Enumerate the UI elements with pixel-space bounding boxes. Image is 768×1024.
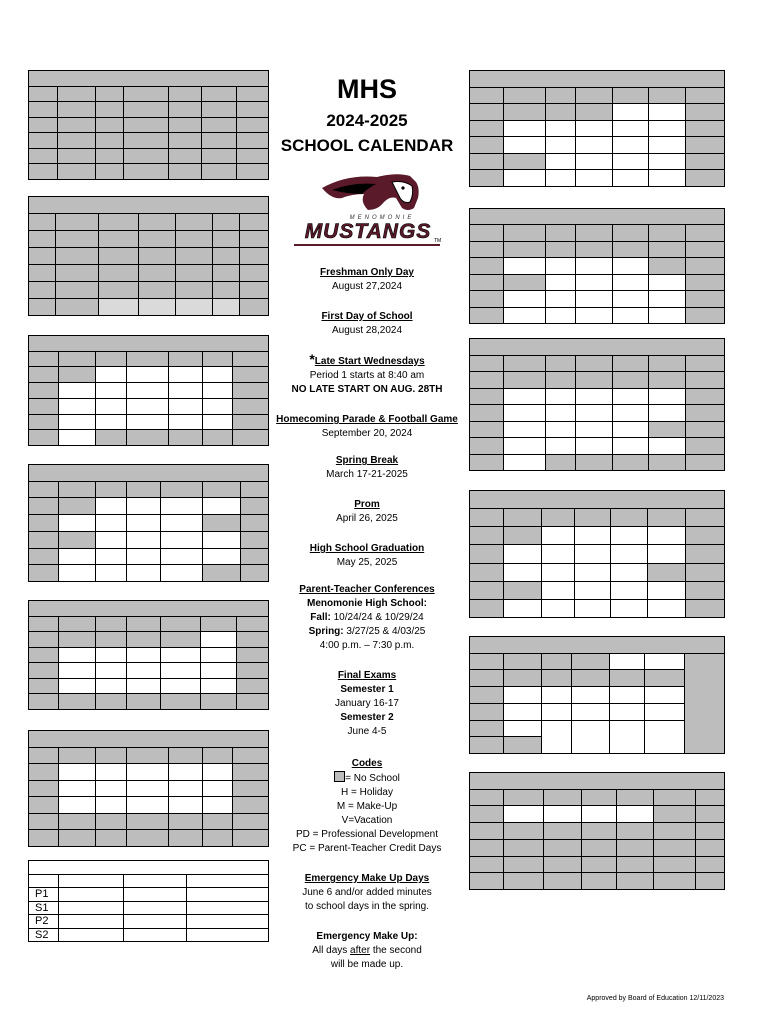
- emergency2-text-c: the second: [370, 945, 422, 956]
- approval-note: Approved by Board of Education 12/11/2023: [586, 995, 724, 1002]
- no-school-swatch: [334, 771, 345, 782]
- grading-period-label: S2: [29, 928, 59, 942]
- grading-period-label: P1: [29, 888, 59, 902]
- calendar-february: [469, 70, 725, 187]
- calendar-may: [469, 490, 725, 618]
- logo-underline: [294, 244, 440, 246]
- calendar-august: [28, 70, 269, 180]
- emergency-makeup-line1: June 6 and/or added minutes: [302, 887, 432, 898]
- emergency2-text-a: All days: [312, 945, 351, 956]
- freshman-day-date: August 27,2024: [331, 281, 403, 292]
- prom-date: April 26, 2025: [336, 513, 398, 524]
- late-start-title: Late Start Wednesdays: [314, 356, 425, 367]
- logo-name: MUSTANGS: [304, 220, 432, 243]
- semester-1-date: January 16-17: [335, 698, 399, 709]
- calendar-december: [28, 600, 269, 710]
- grading-period-label: P2: [29, 915, 59, 929]
- semester-2-label: Semester 2: [340, 712, 394, 723]
- code-pc: PC = Parent-Teacher Credit Days: [292, 843, 442, 854]
- freshman-day-title: Freshman Only Day: [320, 267, 414, 278]
- calendar-january: [28, 730, 269, 847]
- calendar-july: [469, 772, 725, 890]
- calendar-title: SCHOOL CALENDAR: [280, 136, 454, 155]
- grading-periods-table: [28, 860, 269, 942]
- horse-head-icon: [292, 168, 444, 218]
- late-start-star: *: [309, 351, 315, 367]
- semester-1-label: Semester 1: [340, 684, 394, 695]
- mustangs-logo: [292, 168, 444, 252]
- ptc-fall-dates: 10/24/24 & 10/29/24: [330, 612, 424, 623]
- ptc-spring-dates: 3/27/25 & 4/03/25: [343, 626, 426, 637]
- prom-title: Prom: [354, 499, 380, 510]
- semester-2-date: June 4-5: [347, 726, 387, 737]
- calendar-april: [469, 338, 725, 471]
- homecoming-title: Homecoming Parade & Football Game: [276, 414, 458, 425]
- final-exams-title: Final Exams: [337, 670, 397, 681]
- spring-break-title: Spring Break: [335, 455, 399, 466]
- ptc-time: 4:00 p.m. – 7:30 p.m.: [319, 640, 415, 651]
- logo-tm: TM: [434, 238, 442, 244]
- emergency-makeup2-line2: will be made up.: [330, 959, 404, 970]
- school-name: MHS: [337, 74, 397, 104]
- code-pd: PD = Professional Development: [295, 829, 439, 840]
- grading-period-label: S1: [29, 901, 59, 915]
- emergency-makeup2-title: Emergency Make Up:: [316, 931, 418, 942]
- code-vacation: V=Vacation: [341, 815, 393, 826]
- ptc-title: Parent-Teacher Conferences: [299, 584, 435, 595]
- calendar-june: [469, 636, 725, 754]
- ptc-school: Menomonie High School:: [307, 598, 427, 609]
- code-holiday: H = Holiday: [341, 787, 393, 798]
- codes-title: Codes: [351, 758, 383, 769]
- spring-break-date: March 17-21-2025: [326, 469, 408, 480]
- school-year: 2024-2025: [326, 111, 408, 130]
- graduation-title: High School Graduation: [309, 543, 425, 554]
- logo-small-text: MENOMONIE: [349, 215, 415, 221]
- ptc-fall-label: Fall:: [310, 612, 331, 623]
- late-start-note: NO LATE START ON AUG. 28TH: [291, 384, 443, 395]
- code-no-school: = No School: [345, 773, 400, 784]
- calendar-november: [28, 464, 269, 582]
- emergency-makeup-title: Emergency Make Up Days: [304, 873, 430, 884]
- first-day-date: August 28,2024: [331, 325, 403, 336]
- calendar-september: [28, 196, 269, 316]
- emergency-makeup-line2: to school days in the spring.: [305, 901, 429, 912]
- ptc-spring-label: Spring:: [308, 626, 344, 637]
- calendar-march: [469, 208, 725, 324]
- code-makeup: M = Make-Up: [336, 801, 398, 812]
- calendar-october: [28, 335, 269, 446]
- emergency2-text-after: after: [350, 945, 371, 956]
- late-start-period: Period 1 starts at 8:40 am: [309, 370, 425, 381]
- first-day-title: First Day of School: [321, 311, 413, 322]
- homecoming-date: September 20, 2024: [321, 428, 413, 439]
- graduation-date: May 25, 2025: [336, 557, 398, 568]
